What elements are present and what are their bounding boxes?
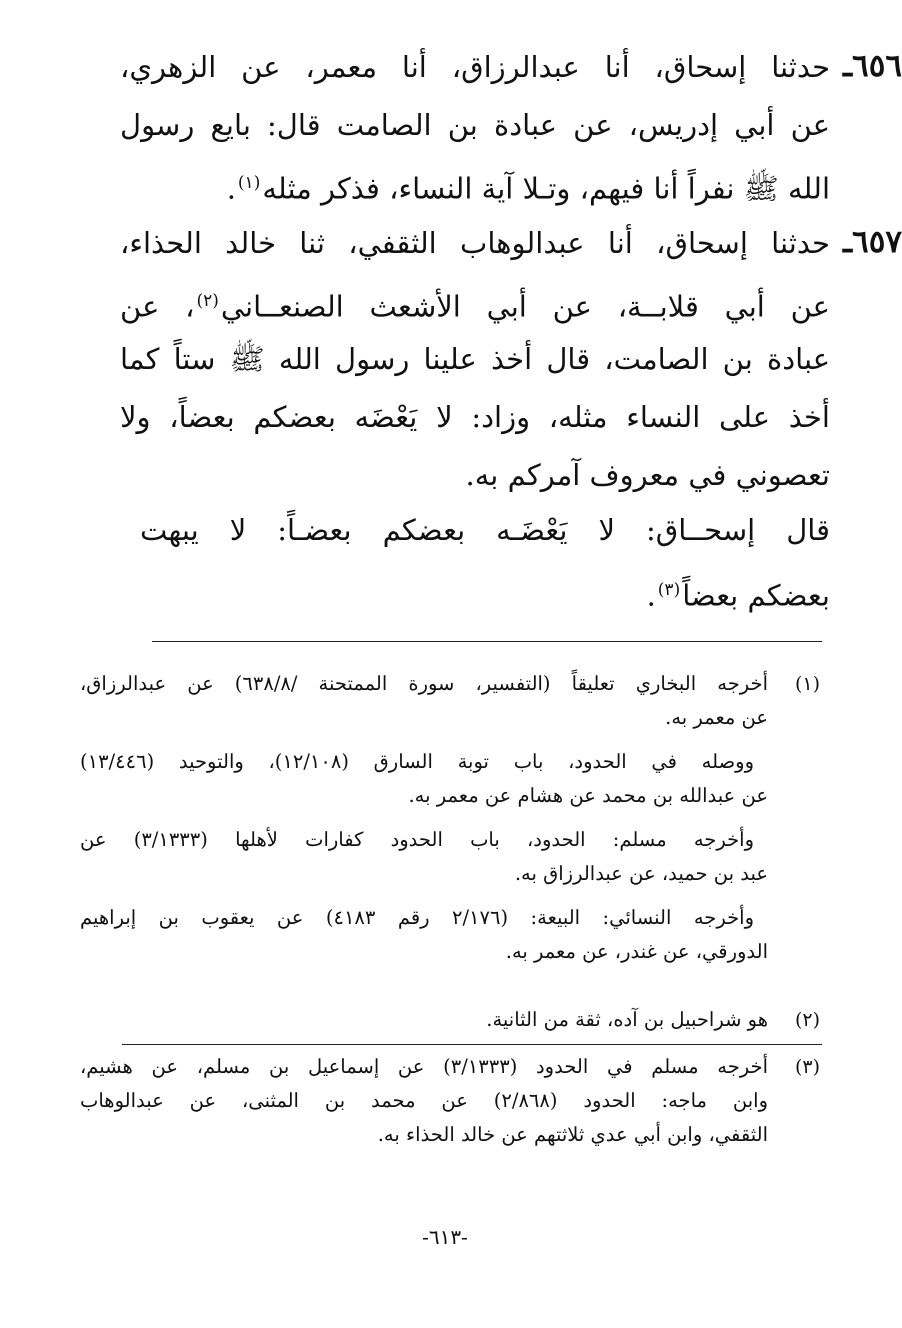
- text-line: عن عبدالله بن محمد عن هشام عن معمر به.: [408, 784, 768, 807]
- text-line: وابن ماجه: الحدود (٢/٨٦٨) عن محمد بن المثنى، عن عبدالوهاب: [80, 1089, 768, 1112]
- footnote-marker: (٢): [196, 291, 219, 311]
- page-number: -٦١٣-: [422, 1225, 468, 1249]
- text-segment: .: [646, 578, 656, 613]
- text-line: أخرجه مسلم في الحدود (٣/١٣٣٣) عن إسماعيل بن مسلم، عن هشيم،: [80, 1055, 768, 1078]
- text-line: [120, 272, 830, 330]
- text-line: عبادة بن الصامت، قال أخذ علينا رسول الله ﷺ ستاً كما: [120, 342, 830, 376]
- text-line: [120, 154, 830, 212]
- text-line: تعصوني في معروف آمركم به.: [465, 458, 830, 492]
- hadith-number: ٦٥٦ـ: [842, 48, 902, 84]
- text-segment: .: [226, 171, 236, 206]
- footnote-separator: [122, 1044, 822, 1045]
- text-line: ووصله في الحدود، باب توبة السارق (١٢/١٠٨)، والتوحيد (١٣/٤٤٦): [80, 750, 754, 773]
- text-line: حدثنا إسحاق، أنا عبدالرزاق، أنا معمر، عن الزهري،: [120, 50, 830, 84]
- text-segment: ، عن: [120, 289, 195, 324]
- footnote-body: [80, 1003, 768, 1037]
- hadith-number: ٦٥٧ـ: [842, 224, 902, 260]
- footnote-marker: (٣): [657, 580, 681, 600]
- footnote-separator: [152, 641, 822, 642]
- footnote-body: [80, 667, 768, 969]
- text-line: الدورقي، عن غندر، عن معمر به.: [505, 940, 768, 963]
- text-line: هو شراحبيل بن آده، ثقة من الثانية.: [486, 1008, 768, 1031]
- text-line: حدثنا إسحاق، أنا عبدالوهاب الثقفي، ثنا خالد الحذاء،: [120, 226, 830, 260]
- text-segment: عن أبي قلابــة، عن أبي الأشعث الصنعــاني: [220, 289, 830, 324]
- text-line: وأخرجه مسلم: الحدود، باب الحدود كفارات لأهلها (٣/١٣٣٣) عن: [80, 828, 755, 851]
- footnote-2: [80, 1003, 820, 1037]
- hadith-656: [120, 38, 902, 212]
- author-comment: [140, 500, 830, 620]
- text-line: وأخرجه النسائي: البيعة: (٢/١٧٦ رقم ٤١٨٣) عن يعقوب بن إبراهيم: [80, 906, 754, 929]
- text-line: عن أبي إدريس، عن عبادة بن الصامت قال: بايع رسول: [120, 108, 830, 142]
- footnote-number: (١): [794, 673, 820, 695]
- footnote-3: [80, 1050, 820, 1152]
- text-line: [140, 560, 830, 620]
- footnote-number: (٣): [794, 1056, 820, 1078]
- paragraph-gap: [80, 813, 768, 823]
- footnote-marker: (١): [237, 173, 261, 193]
- footnote-1: [80, 667, 820, 969]
- text-line: عبد بن حميد، عن عبدالرزاق به.: [514, 862, 768, 885]
- hadith-657: [120, 214, 902, 504]
- text-segment: بعضكم بعضاً: [682, 578, 830, 613]
- text-line: أخذ على النساء مثله، وزاد: لا يَعْضَه بعضكم بعضاً، ولا: [120, 400, 830, 434]
- text-line: قال إسحــاق: لا يَعْضَـه بعضكم بعضـاً: لا يبهت: [140, 513, 830, 547]
- footnote-body: [80, 1050, 768, 1152]
- paragraph-gap: [80, 891, 768, 901]
- text-segment: الله ﷺ نفراً أنا فيهم، وتـلا آية النساء، فذكر مثله: [262, 171, 830, 206]
- text-line: أخرجه البخاري تعليقاً (التفسير، سورة الممتحنة /٦٣٨/٨) عن عبدالرزاق،: [80, 672, 768, 695]
- text-line: الثقفي، وابن أبي عدي ثلاثتهم عن خالد الحذاء به.: [377, 1123, 768, 1146]
- footnote-number: (٢): [794, 1009, 820, 1031]
- paragraph-gap: [80, 735, 768, 745]
- text-line: عن معمر به.: [665, 706, 768, 729]
